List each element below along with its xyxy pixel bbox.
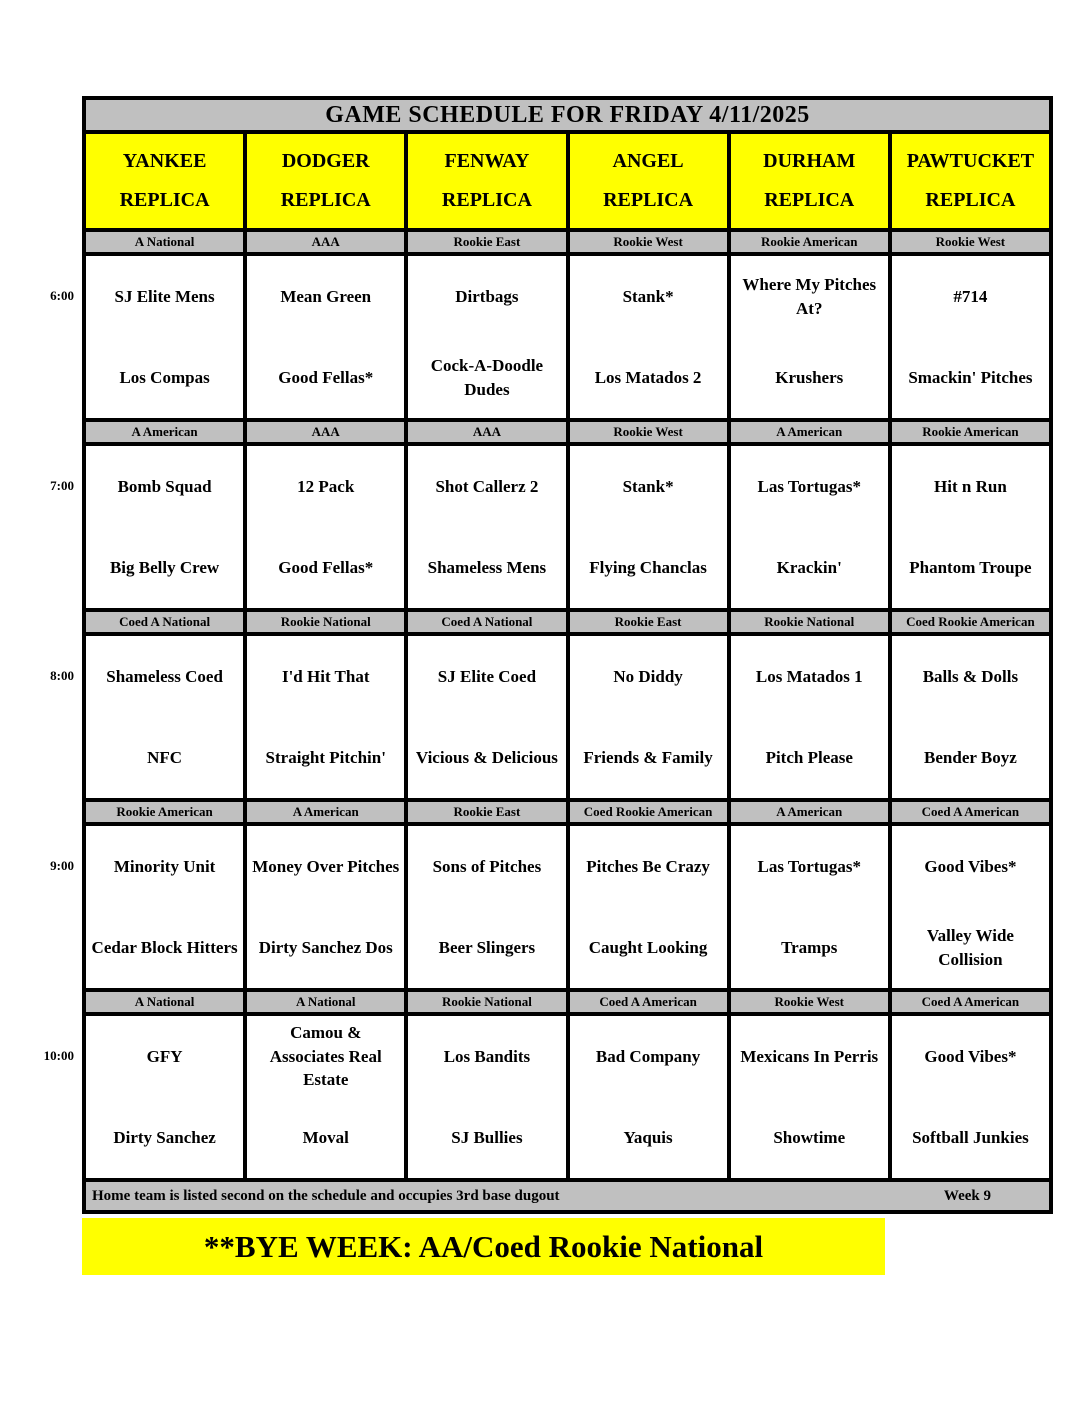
game-cell bbox=[570, 446, 727, 608]
game-cell bbox=[247, 446, 404, 608]
field-name: PAWTUCKET bbox=[906, 150, 1035, 172]
field-type-label: REPLICA bbox=[603, 189, 694, 211]
away-team: Where My Pitches At? bbox=[742, 274, 877, 318]
division-label: Rookie West bbox=[892, 232, 1049, 252]
game-cell bbox=[43, 1016, 243, 1178]
division-label: Rookie American bbox=[731, 232, 888, 252]
division-label: A American bbox=[86, 422, 243, 442]
division-label: AAA bbox=[247, 232, 404, 252]
away-team: Stank* bbox=[622, 286, 674, 306]
game-cell bbox=[247, 636, 404, 798]
away-team: Mean Green bbox=[280, 286, 372, 306]
home-team: Valley Wide Collision bbox=[926, 925, 1014, 969]
division-label: Rookie East bbox=[408, 802, 565, 822]
home-team: Showtime bbox=[773, 1127, 846, 1147]
away-team: Shameless Coed bbox=[106, 666, 223, 686]
field-header-pawtucket bbox=[892, 134, 1049, 228]
home-team: Friends & Family bbox=[583, 747, 713, 767]
home-team: Tramps bbox=[781, 937, 838, 957]
home-team: Los Compas bbox=[119, 367, 210, 387]
away-team: Shot Callerz 2 bbox=[435, 476, 539, 496]
game-cell bbox=[892, 636, 1049, 798]
field-type-label: REPLICA bbox=[441, 189, 532, 211]
division-label: A American bbox=[731, 422, 888, 442]
field-type-label: REPLICA bbox=[119, 189, 210, 211]
home-team: Moval bbox=[302, 1127, 349, 1147]
division-label: A American bbox=[731, 802, 888, 822]
division-label: Rookie American bbox=[86, 802, 243, 822]
home-team: Vicious & Delicious bbox=[415, 747, 558, 767]
field-name: ANGEL bbox=[612, 150, 684, 172]
away-team: Good Vibes* bbox=[924, 856, 1017, 876]
field-name: YANKEE bbox=[122, 150, 207, 172]
schedule-table bbox=[43, 96, 1053, 1214]
field-name: DURHAM bbox=[763, 150, 856, 172]
division-label: AAA bbox=[247, 422, 404, 442]
home-team: NFC bbox=[147, 747, 183, 767]
home-team: Krushers bbox=[775, 367, 844, 387]
division-label: Rookie West bbox=[570, 422, 727, 442]
time-label: 6:00 bbox=[50, 288, 74, 303]
home-team: Beer Slingers bbox=[438, 937, 536, 957]
away-team: Minority Unit bbox=[113, 856, 216, 876]
away-team: Camou & Associates Real Estate bbox=[269, 1022, 382, 1090]
division-label: Rookie West bbox=[570, 232, 727, 252]
division-label: Rookie National bbox=[408, 992, 565, 1012]
home-team: Big Belly Crew bbox=[109, 557, 220, 577]
away-team: Las Tortugas* bbox=[757, 476, 861, 496]
away-team: Stank* bbox=[622, 476, 674, 496]
field-type-label: REPLICA bbox=[925, 189, 1016, 211]
home-team: Dirty Sanchez bbox=[113, 1127, 216, 1147]
away-team: Balls & Dolls bbox=[922, 666, 1019, 686]
home-team: Softball Junkies bbox=[912, 1127, 1029, 1147]
away-team: Good Vibes* bbox=[924, 1046, 1017, 1066]
home-team: Phantom Troupe bbox=[909, 557, 1032, 577]
away-team: Los Bandits bbox=[443, 1046, 531, 1066]
game-cell bbox=[731, 446, 888, 608]
home-team: Yaquis bbox=[623, 1127, 673, 1147]
field-type-label: REPLICA bbox=[764, 189, 855, 211]
away-team: Bad Company bbox=[595, 1046, 701, 1066]
division-label: Coed A American bbox=[570, 992, 727, 1012]
game-cell bbox=[570, 826, 727, 988]
away-team: Dirtbags bbox=[455, 286, 519, 306]
field-header-durham bbox=[731, 134, 888, 228]
away-team: Mexicans In Perris bbox=[740, 1046, 879, 1066]
game-cell bbox=[892, 1016, 1049, 1178]
away-team: No Diddy bbox=[613, 666, 683, 686]
game-cell bbox=[892, 826, 1049, 988]
division-label: Rookie East bbox=[408, 232, 565, 252]
away-team: Sons of Pitches bbox=[432, 856, 542, 876]
away-team: 12 Pack bbox=[297, 476, 355, 496]
division-label: Coed A American bbox=[892, 992, 1049, 1012]
home-team: Smackin' Pitches bbox=[908, 367, 1033, 387]
home-team: Caught Looking bbox=[588, 937, 708, 957]
game-cell bbox=[892, 256, 1049, 418]
game-cell bbox=[247, 256, 404, 418]
field-header-fenway bbox=[408, 134, 565, 228]
game-cell bbox=[50, 256, 243, 418]
home-team: SJ Bullies bbox=[451, 1127, 523, 1147]
division-label: Coed A National bbox=[86, 612, 243, 632]
game-cell bbox=[892, 446, 1049, 608]
away-team: Los Matados 1 bbox=[755, 666, 863, 686]
division-label: Rookie East bbox=[570, 612, 727, 632]
game-cell bbox=[731, 636, 888, 798]
home-team: Los Matados 2 bbox=[594, 367, 702, 387]
away-team: Bomb Squad bbox=[117, 476, 212, 496]
home-team: Shameless Mens bbox=[427, 557, 547, 577]
home-team: Pitch Please bbox=[765, 747, 853, 767]
division-label: Rookie National bbox=[731, 612, 888, 632]
division-label: Coed Rookie American bbox=[892, 612, 1049, 632]
game-cell bbox=[731, 256, 888, 418]
field-type-label: REPLICA bbox=[280, 189, 371, 211]
away-team: Money Over Pitches bbox=[252, 856, 400, 876]
week-label: Week 9 bbox=[943, 1187, 991, 1204]
bye-week-banner: **BYE WEEK: AA/Coed Rookie National bbox=[82, 1218, 885, 1275]
home-team: Dirty Sanchez Dos bbox=[258, 937, 393, 957]
away-team: Pitches Be Crazy bbox=[586, 856, 710, 876]
home-team: Flying Chanclas bbox=[589, 557, 707, 577]
division-label: Coed Rookie American bbox=[570, 802, 727, 822]
page-title: GAME SCHEDULE FOR FRIDAY 4/11/2025 bbox=[86, 100, 1049, 130]
away-team: #714 bbox=[953, 286, 988, 306]
game-cell bbox=[408, 446, 565, 608]
game-cell bbox=[50, 636, 243, 798]
division-label: A National bbox=[86, 232, 243, 252]
away-team: GFY bbox=[146, 1046, 183, 1066]
home-team: Straight Pitchin' bbox=[265, 747, 386, 767]
division-label: A National bbox=[247, 992, 404, 1012]
away-team: SJ Elite Mens bbox=[114, 286, 215, 306]
division-label: A National bbox=[86, 992, 243, 1012]
game-cell bbox=[247, 1016, 404, 1178]
field-name: FENWAY bbox=[444, 150, 530, 172]
game-cell bbox=[50, 826, 243, 988]
game-cell bbox=[570, 636, 727, 798]
home-team: Bender Boyz bbox=[924, 747, 1017, 767]
game-cell bbox=[731, 1016, 888, 1178]
game-cell bbox=[50, 446, 243, 608]
division-label: Coed A American bbox=[892, 802, 1049, 822]
away-team: I'd Hit That bbox=[281, 666, 370, 686]
field-header-dodger bbox=[247, 134, 404, 228]
game-cell bbox=[570, 256, 727, 418]
game-cell bbox=[408, 826, 565, 988]
division-label: AAA bbox=[408, 422, 565, 442]
time-label: 8:00 bbox=[50, 668, 74, 683]
time-label: 10:00 bbox=[43, 1048, 74, 1063]
away-team: Hit n Run bbox=[934, 476, 1007, 496]
home-team: Good Fellas* bbox=[278, 367, 374, 387]
field-header-yankee bbox=[86, 134, 243, 228]
game-cell bbox=[408, 1016, 565, 1178]
game-cell bbox=[247, 826, 404, 988]
home-team: Cedar Block Hitters bbox=[91, 937, 238, 957]
division-label: Rookie National bbox=[247, 612, 404, 632]
field-name: DODGER bbox=[281, 150, 370, 172]
footer-note: Home team is listed second on the schedule and occupies 3rd base dugout bbox=[92, 1187, 560, 1204]
away-team: SJ Elite Coed bbox=[437, 666, 537, 686]
away-team: Las Tortugas* bbox=[757, 856, 861, 876]
game-cell bbox=[731, 826, 888, 988]
time-label: 7:00 bbox=[50, 478, 74, 493]
game-cell bbox=[570, 1016, 727, 1178]
division-label: Rookie American bbox=[892, 422, 1049, 442]
home-team: Good Fellas* bbox=[278, 557, 374, 577]
footer-row bbox=[86, 1182, 1049, 1210]
home-team: Krackin' bbox=[776, 557, 842, 577]
field-header-angel bbox=[570, 134, 727, 228]
game-cell bbox=[408, 636, 565, 798]
division-label: A American bbox=[247, 802, 404, 822]
game-cell bbox=[408, 256, 565, 418]
division-label: Coed A National bbox=[408, 612, 565, 632]
home-team: Cock-A-Doodle Dudes bbox=[430, 355, 544, 399]
division-label: Rookie West bbox=[731, 992, 888, 1012]
time-label: 9:00 bbox=[50, 858, 74, 873]
